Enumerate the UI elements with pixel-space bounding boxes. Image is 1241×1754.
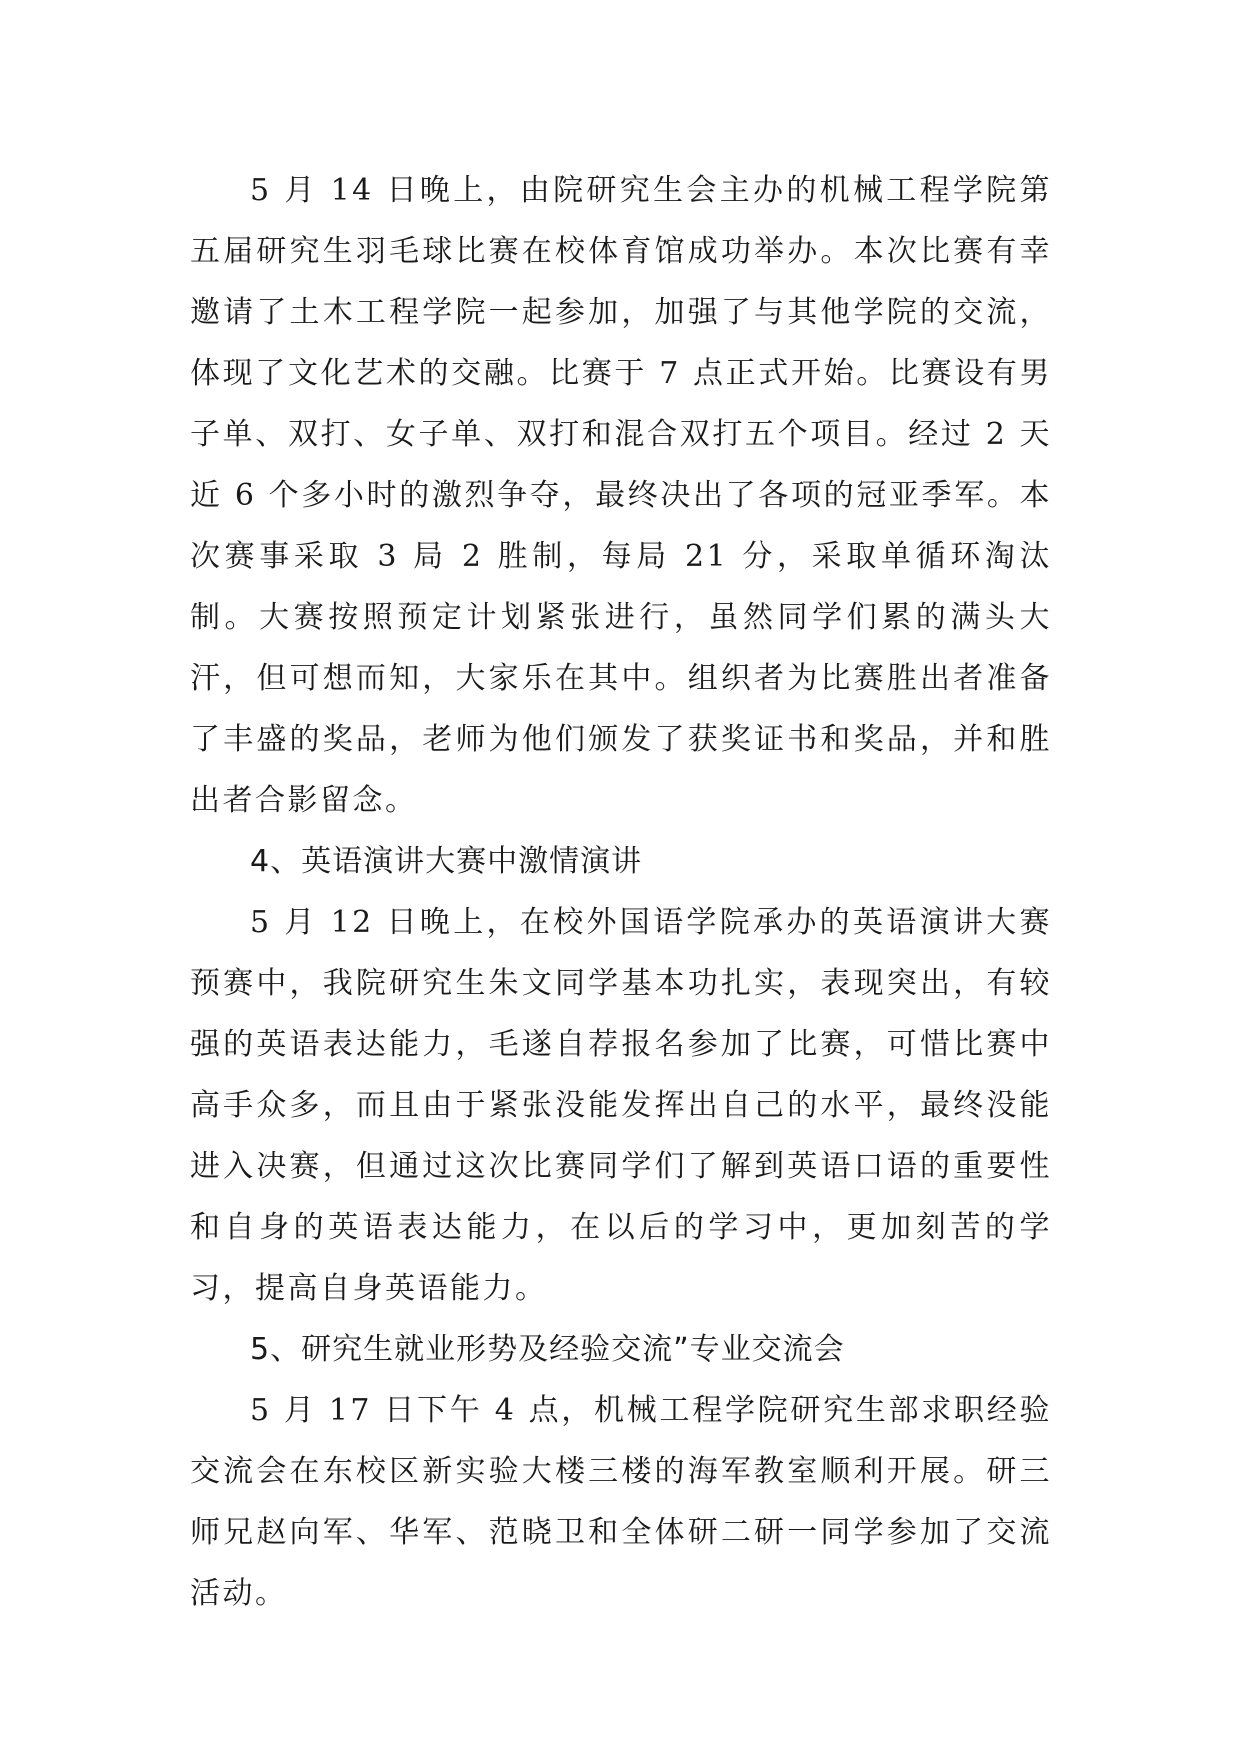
paragraph-badminton-match: 5 月 14 日晚上，由院研究生会主办的机械工程学院第五届研究生羽毛球比赛在校体育馆成功举办。本次比赛有幸邀请了土木工程学院一起参加，加强了与其他学院的交流，体现了文化艺术的交融。比赛于 7 点正式开始。比赛设有男子单、双打、女子单、双打和混合双打五个项目。经过 2 天近 6 个多小时的激烈争夺，最终决出了各项的冠亚季军。本次赛事采取 3 局 2 胜制，每局 21 分，采取单循环淘汰制。大赛按照预定计划紧张进行，虽然同学们累的满头大汗，但可想而知，大家乐在其中。组织者为比赛胜出者准备了丰盛的奖品，老师为他们颁发了获奖证书和奖品，并和胜出者合影留念。	[190, 173, 1052, 818]
paragraph-english-speech: 5 月 12 日晚上，在校外国语学院承办的英语演讲大赛预赛中，我院研究生朱文同学基本功扎实，表现突出，有较强的英语表达能力，毛遂自荐报名参加了比赛，可惜比赛中高手众多，而且由于紧张没能发挥出自己的水平，最终没能进入决赛，但通过这次比赛同学们了解到英语口语的重要性和自身的英语表达能力，在以后的学习中，更加刻苦的学习，提高自身英语能力。	[190, 905, 1052, 1306]
paragraph-employment-exchange: 5 月 17 日下午 4 点，机械工程学院研究生部求职经验交流会在东校区新实验大楼三楼的海军教室顺利开展。研三师兄赵向军、华军、范晓卫和全体研二研一同学参加了交流活动。	[190, 1393, 1052, 1611]
section-heading-employment-exchange: 5、研究生就业形势及经验交流”专业交流会	[250, 1332, 845, 1367]
section-heading-english-speech: 4、英语演讲大赛中激情演讲	[250, 844, 643, 879]
document-body	[190, 160, 1052, 1624]
